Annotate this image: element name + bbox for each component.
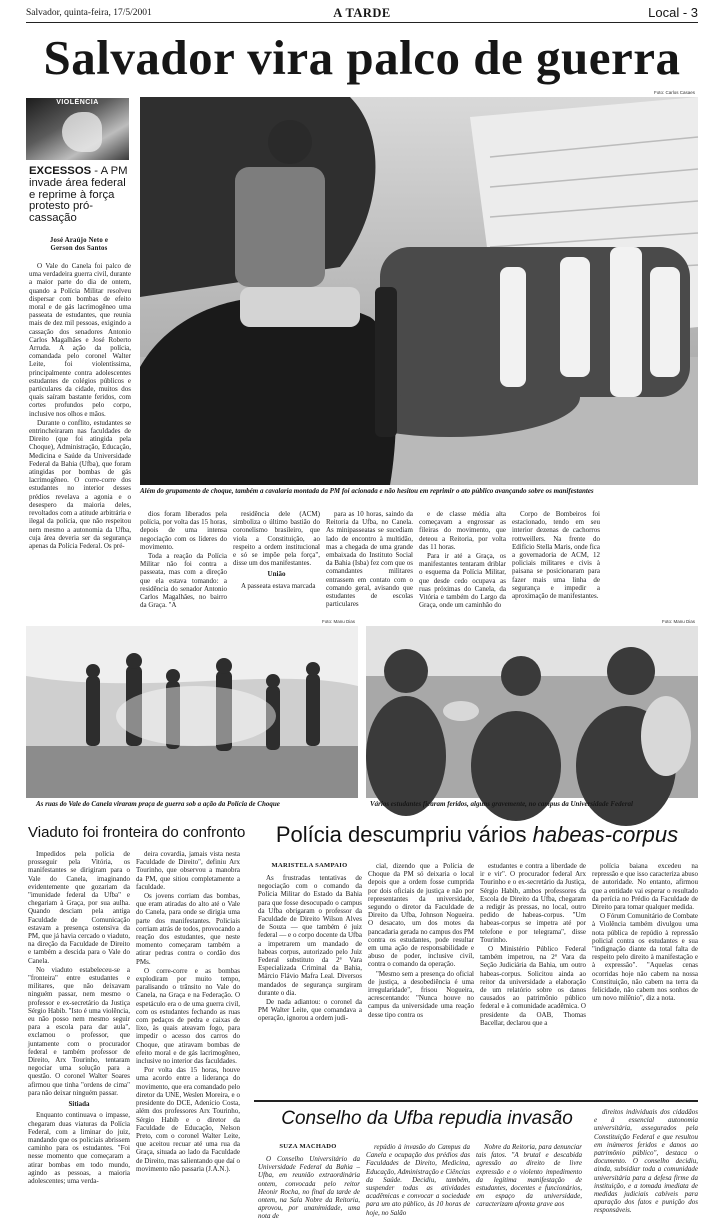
conselho-top-rule [254,1100,698,1102]
photo-left-credit: Foto: Manu Dias [321,619,355,624]
conselho-column-1 [258,1155,360,1221]
photo-estudantes-feridos [366,619,698,798]
sidebar-photo-figure [62,112,102,152]
story-paragraph: Corpo de Bombeiros foi estacionado, tendo em seu interior dezenas de cachorros rottweillers. Na frente do Edifício Stella Maris, onde fica a governadoria de ACM, 12 policiais militares e civis à paisana se posicionaram para fazer mais uma linha de segurança e impedir a aproximação de manifestantes. [512,510,600,601]
policia-headline-italic: habeas-corpus [532,822,679,847]
story-column-1 [29,262,131,610]
story-paragraph: para as 10 horas, saindo da Reitoria da Ufba, no Canela. As minipasseatas se sucediam lado de encontro à multidão, mas a chegada de uma grande embaixada do Instituto Social da Bahia (Isba) fez com que os comandantes militares entrassem em contato com o comando geral, avisando que estudantes de escolas particulares [326,510,413,609]
story-paragraph: A passeata estava marcada [241,581,316,590]
conselho-column-4 [594,1108,698,1213]
policia-headline [256,820,698,850]
story-paragraph: O Ministério Público Federal também impetrou, na 2ª Vara da Seção Judiciária da Bahia, um outro habeas-corpus. Solicitou ainda ao reitor da universidade a elaboração de um relatório sobre os danos causados ao patrimônio público federal e à comunidade acadêmica. O presidente da OAB, Thomas Bacellar, declarou que a [480,945,586,1027]
viaduto-headline: Viaduto foi fronteira do confronto [28,824,246,841]
story-paragraph: Os jovens corriam das bombas, que eram atiradas do alto até o Vale do Canela, para onde se dirigia uma parte dos manifestantes. Policiais corriam atrás de todos, provocando a reação dos estudantes, que neste momento começaram também a atirar pedras contra o cordão dos PMs. [136,892,240,966]
policia-column-4 [592,862,698,1094]
story-column-6 [512,510,600,612]
story-paragraph: O Conselho Universitário da Universidade Federal da Bahia – Ufba, em reunião extraordinária ontem, convocada pelo reitor Heonir Rocha, no final da tarde de ontem, na Sala Nobre da Reitoria, aprovou, por unanimidade, uma nota de [258,1155,360,1221]
story-paragraph: Impedidos pela polícia de prosseguir pela Vitória, os manifestantes se dirigiram para o Vale do Canela, imaginando evidentemente que gozariam da "imunidade federal da Ufba" e chegariam à Graça, por sua aulha. Quando desciam pela antiga Faculdade de Comunicação estavam a presença ostensiva da PM, que já havia cercado o viaduto, na direção da Faculdade de Direito e também a descida para o Vale do Canela. [28,850,130,965]
policia-column-3 [480,862,586,1094]
story-paragraph: cial, dizendo que a Polícia de Choque da PM só deixaria o local depois que a ordem fosse cumprida por dois oficiais de justiça e não por representantes da universidade, segundo o diretor da Faculdade de Direito da Ufba, Johnson Nogueira. O desacato, um dos motes da pancadaria gerada no campus dos PM contra os estudantes, pode resultar em uma ação de responsabilidade e abuso de poder, inclusive civil, contra o comando da operação. [368,862,474,969]
story-paragraph: Toda a reação da Polícia Militar não foi contra a passeata, mas com a direção que ela estava tomando: a residência do senador Antonio Carlos Magalhães, no bairro da Graça. "A [140,552,227,610]
story-paragraph: Enquanto continuava o impasse, chegaram duas viaturas da Polícia Federal, com a liminar do juiz, mandando que os policiais abrissem caminho para os estudantes. "Foi nesse momento que começaram a atirar bombas em todo mundo, agindo as pessoas, a maioria adolescentes; uma verda- [28,1111,130,1185]
story-column-2 [140,510,227,612]
main-headline: Salvador vira palco de guerra [43,30,681,85]
kicker-bold: EXCESSOS [29,165,92,177]
conselho-column-3 [476,1143,582,1213]
sidebar-tag: VIOLÊNCIA [56,99,99,106]
story-paragraph: Nobre da Reitoria, para denunciar tais fatos. "A brutal e descabida agressão ao direito de livre expressão e o violento impedimento da legítima manifestação de estudantes, docentes e funcionários, em espaço da universidade, caracterizam afronta grave aos [476,1143,582,1209]
masthead [26,5,698,23]
byline-line-1: José Araújo Neto e [49,237,109,244]
conselho-byline: SUZA MACHADO [279,1143,337,1150]
policia-byline: MARISTELA SAMPAIO [271,862,348,869]
photo-vale-do-canela [26,619,358,798]
sidebar-photo [26,98,129,160]
photo-vale-do-canela-image [26,626,358,798]
story-paragraph: O Fórum Comunitário de Combate à Violência também divulgou uma nota pública de repúdio à repressão policial contra os estudantes e sua "indignação diante da total falta de respeito pelo direito à manifestação e à expressão". "Aquelas cenas ocorridas hoje não cabem na nossa Constituição, não cabem na terra da felicidade, não cabem nos sonhos de um novo milênio", diz a nota. [592,912,698,1003]
story-paragraph: direitos individuais dos cidadãos e à essencial autonomia universitária, assegurados pela Constituição Federal e que resultou em inúmeros feridos e danos ao patrimônio público", destaca o documento. O conselho decidiu, ainda, subsidiar toda a comunidade universitária para a defesa firme da instituição, e a tomada imediata de medidas judiciais cabíveis para apuração dos fatos e punição dos responsáveis. [594,1108,698,1215]
story-paragraph: dios foram liberados pela polícia, por volta das 15 horas, depois de uma intensa negociação com os líderes do movimento. [140,510,227,551]
story-paragraph: Por volta das 15 horas, houve uma acordo entre a liderança do movimento, que era comandado pelo diretor da UNE, Weslen Moreira, e o presidente do DCE, Adenício Costa, além dos professores Arx Tourinho, Sérgio Habib e o diretor da Faculdade de Educação, Nelson Preto, com o coronel Walter Leite, que aceitou recuar até uma rua da Graça, situada ao lado da Faculdade de Direito, mas salientando que daí o movimento não passaria (J.A.N.). [136,1066,240,1173]
main-photo-credit: Foto: Carlos Casaes [653,90,695,95]
story-paragraph: O corre-corre e as bombas explodiram por muito tempo, paralisando o trânsito no Vale do Canela, na Graça e na Federação. O espetáculo era o de uma guerra civil, com os estudantes fechando as ruas com pedaços de pedra e caixas de lixo, às quais ateavam fogo, para impedir o acesso dos carros do Choque, que atiravam bombas de efeito moral e de gás lacrimogêneo, inclusive no interior das faculdades. [136,966,240,1066]
story-paragraph: e de classe média alta começavam a engrossar as fileiras do movimento, que deteou a Reitoria, por volta das 11 horas. [419,510,506,551]
story-paragraph: residência dele (ACM) simboliza o último bastião do coronelismo brasileiro, que viola a Constituição, ao respeito a ordem institucional e só se impõe pela força", disse um dos manifestantes. [233,510,320,568]
story-paragraph: polícia baiana excedeu na repressão e que isso caracteriza abuso de autoridade. No entanto, afirmou que a entidade vai esperar o resultado da perícia no Prédio da Faculdade de Direito para tomar qualquer medida. [592,862,698,912]
story-paragraph: No viaduto estabeleceu-se a "fronteira" entre estudantes e militares, que não deixavam ninguém passar, nem mesmo o professor e ex-secretário da Justiça Sérgio Habib. "Isto é uma violência, eu não posso nem mesmo seguir para a escola para dar aula", exclamou o professor, que juntamente com o procurador federal e também professor de Direito, Arx Tourinho, tentaram negociar uma solução para a questão. O coronel Walter Soares afirmou que tinha "ordens de cima" para não deixar ninguém passar. [28,965,130,1097]
story-paragraph: estudantes e contra a liberdade de ir e vir". O procurador federal Arx Tourinho e o ex-secretário da Justiça, Sérgio Habib, ambos professores da Escola de Direito da Ufba, chegaram a redigir às pressas, no local, outro pedido de habeas-corpus. "Um habeas-corpus se impetra até por telefone e por telegrama", disse Tourinho. [480,862,586,944]
conselho-column-2 [366,1143,470,1217]
story-subhead: União [267,570,286,579]
byline-authors [29,237,129,253]
newspaper-name: A TARDE [333,6,391,20]
story-paragraph: As frustradas tentativas de negociação com o comando da Polícia Militar do Estado da Bahia para que fosse desocupado o campus da Ufba obrigaram o professor da Faculdade de Direito Wilson Alves de Souza — que também é juiz federal — e o corpo docente da Ufba a impetrarem um mandado de habeas corpus, autorizado pelo Juiz Federal substituto da 2ª Vara Especializada Criminal da Bahia, Márcio Flávio Mafra Leal. Diversos mandados de segurança surgiram durante o dia. [258,874,362,997]
photo-estudantes-feridos-image [366,626,698,798]
story-paragraph: O Vale do Canela foi palco de uma verdadeira guerra civil, durante a maior parte do dia de ontem, quando a Polícia Militar resolveu dispersar com bombas de efeito moral e de gás lacrimogêneo uma passeata de estudantes, que reunia mais de dez mil pessoas, exigindo a cassação dos senadores Antonio Carlos Magalhães e José Roberto Arruda. A ação da polícia, comandada pelo coronel Walter Leite, foi violentíssima, principalmente contra adolescentes estudantes de colégios públicos e particulares da cidade, muitos dos quais saíram bastante feridos, com cortes profundos pelo corpo, inclusive nos olhos e mãos. [29,262,131,418]
viaduto-column-1 [28,850,130,1212]
conselho-headline: Conselho da Ufba repudia invasão [281,1108,573,1129]
story-paragraph: De nada adiantou: o coronel da PM Walter Leite, que comandava a operação, ignorou a ordem judi- [258,998,362,1023]
policia-column-1 [258,874,362,1094]
photo-left-caption: As ruas do Vale do Canela viraram praça de guerra sob a ação da Polícia de Choque [36,800,280,808]
story-column-3 [233,510,320,612]
story-column-4 [326,510,413,612]
photo-right-caption: Vários estudantes ficaram feridos, alguns gravemente, no campus da Universidade Federal [370,800,633,808]
main-photo [140,90,698,485]
kicker-text: - A PM invade área federal e reprime à força protesto pró-cassação [29,165,128,225]
byline-line-2: Gerson dos Santos [50,245,108,252]
story-paragraph: Para ir até a Graça, os manifestantes tentaram driblar o esquema da Polícia Militar, que desde cedo ocupava as ruas próximas do Canela, da Vitória e também do Largo da Graça, onde um caminhão do [419,552,506,610]
story-column-5 [419,510,506,612]
policia-headline-text: Polícia descumpriu vários [275,822,533,847]
story-subhead: Sitiada [68,1100,90,1109]
main-photo-caption: Além do grupamento de choque, também a cavalaria montada da PM foi acionada e não hesitou em reprimir o ato público avançando sobre os manifestantes [140,487,594,495]
policia-column-2 [368,862,474,1094]
story-paragraph: Durante o conflito, estudantes se entrincheiraram nas faculdades de Direito (que foi atingida pela Choque), Administração, Educação, Medicina e Saúde da Universidade Federal da Bahia (Ufba), que foram atingidas por bombas de gás lacrimogêneo. O corre-corre dos estudantes no interior desses prédios revelava a agonia e o desespero da maioria deles, revoltados com a atitude arbitrária e ilegal da polícia, que não respeitou nem mesmo a autonomia da Ufba, cuja área deveria ser da segurança apenas da Polícia Federal. Os pré- [29,418,131,550]
section-page: Local - 3 [648,5,698,20]
story-paragraph: "Mesmo sem a presença do oficial de justiça, a desobediência é uma irregularidade", frisou Nogueira, acrescentando: "Nunca houve no campus da universidade uma reação desse tipo contra os [368,969,474,1019]
kicker [29,166,131,225]
main-photo-image [140,97,698,485]
story-paragraph: deira covardia, jamais vista nesta Faculdade de Direito", definiu Arx Tourinho, que observou a manobra da PM, que sitiou completamente a faculdade. [136,850,240,891]
story-paragraph: repúdio à invasão do Campus da Canela e ocupação dos prédios das Faculdades de Direito, Medicina, Educação, Administração e Ciências da Saúde. Decidiu, também, suspender todas as atividades acadêmicas e convocar a sociedade para um ato público, às 10 horas de hoje, no Salão [366,1143,470,1217]
place-date: Salvador, quinta-feira, 17/5/2001 [26,8,152,18]
viaduto-column-2 [136,850,240,1212]
photo-right-credit: Foto: Manu Dias [661,619,695,624]
